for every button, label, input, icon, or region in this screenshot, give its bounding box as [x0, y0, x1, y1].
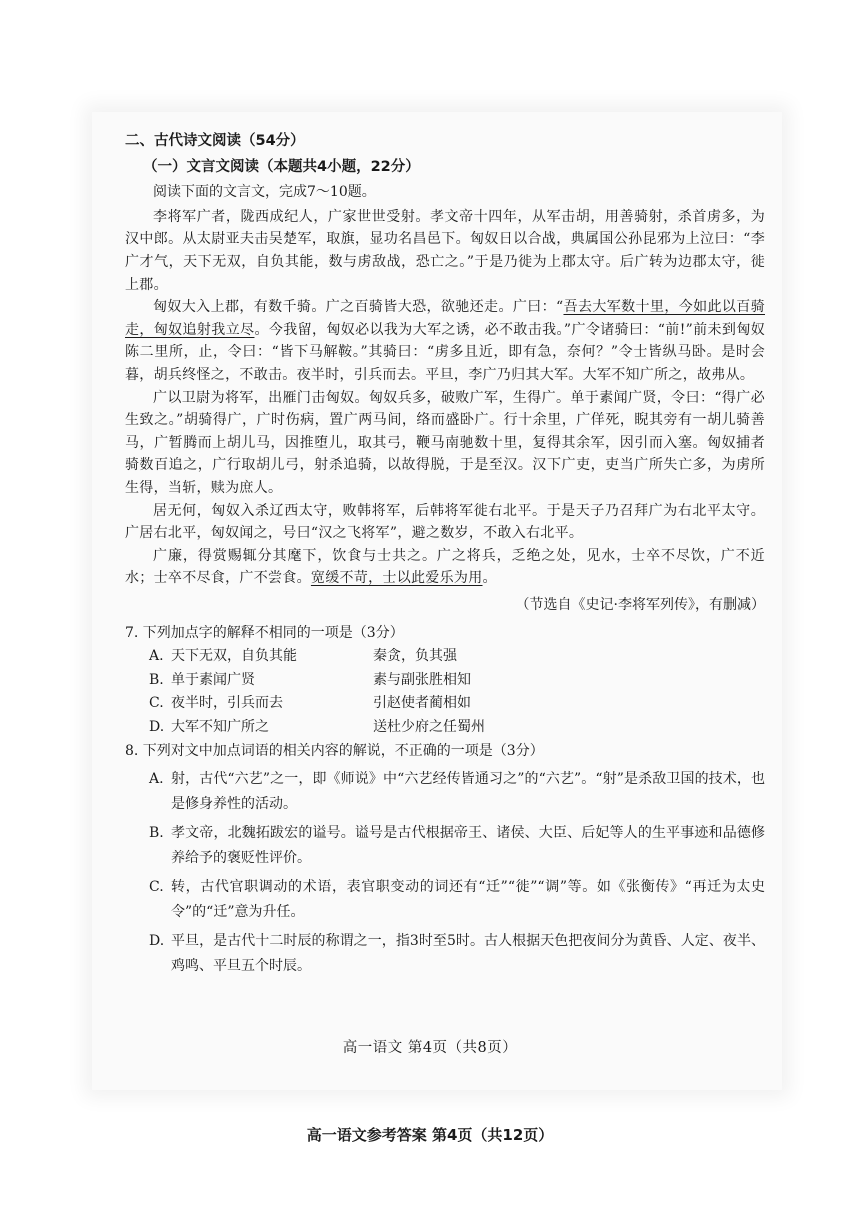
question-8-option-b: [149, 821, 765, 871]
option-text: 平旦，是古代十二时辰的称谓之一，指3时至5时。古人根据天色把夜间分为黄昏、人定、夜半、鸡鸣、平旦五个时辰。: [171, 933, 765, 975]
passage-paragraph-2: [125, 296, 765, 386]
question-8-option-d: [149, 929, 765, 979]
option-right-text: 引赵使者蔺相如: [373, 695, 471, 712]
option-letter: C.: [149, 879, 164, 896]
exam-page: [125, 128, 765, 979]
option-letter: B.: [149, 825, 164, 842]
passage: [125, 206, 765, 617]
option-left-text: 大军不知广所之: [171, 718, 269, 735]
subsection-title: （一）文言文阅读（本题共4小题，22分）: [143, 158, 420, 175]
question-8: [125, 740, 765, 979]
option-letter: A.: [149, 648, 164, 665]
question-7-options: [149, 645, 765, 738]
question-7: [125, 622, 765, 738]
option-letter: A.: [149, 771, 164, 788]
option-left-text: 单于素闻广贤: [171, 671, 255, 688]
passage-paragraph-4: 居无何，匈奴入杀辽西太守，败韩将军，后韩将军徙右北平。于是天子乃召拜广为右北平太守。广居右北平，匈奴闻之，号曰“汉之飞将军”，避之数岁，不敢入右北平。: [125, 502, 765, 542]
underlined-sentence-2: 宽缓不苛，士以此爱乐为用: [310, 570, 483, 587]
option-left-text: 夜半时，引兵而去: [171, 695, 283, 712]
option-letter: B.: [149, 671, 164, 688]
passage-paragraph-1: 李将军广者，陇西成纪人，广家世世受射。孝文帝十四年，从军击胡，用善骑射，杀首虏多，为汉中郎。从太尉亚夫击吴楚军，取旗，显功名昌邑下。匈奴日以合战，典属国公孙昆邪为上泣曰：“李广才气，天下无双，自负其能，数与虏敌战，恐亡之。”于是乃徙为上郡太守。后广转为边郡太守，徙上郡。: [125, 208, 765, 293]
passage-p5-after: 。: [482, 570, 497, 587]
question-8-option-a: [149, 767, 765, 817]
option-letter: D.: [149, 933, 165, 950]
passage-p5-before: 广廉，得赏赐辄分其麾下，饮食与士共之。广之将兵，乏绝之处，见水，士卒不尽饮，广不近水；士卒不尽食，广不尝食。: [125, 547, 765, 587]
option-right-text: 素与副张胜相知: [373, 671, 471, 688]
underlined-sentence-1: 吾去大军数十里，今如此以百骑走，匈奴追射我立尽: [125, 299, 765, 338]
passage-source: （节选自《史记·李将军列传》，有删减）: [515, 596, 765, 613]
option-right-text: 送杜少府之任蜀州: [373, 718, 485, 735]
question-7-stem: 7. 下列加点字的解释不相同的一项是（3分）: [125, 625, 404, 642]
passage-paragraph-5: [125, 545, 765, 590]
question-8-option-c: [149, 875, 765, 925]
option-letter: D.: [149, 718, 165, 735]
option-left-text: 天下无双，自负其能: [171, 648, 297, 665]
passage-paragraph-3: 广以卫尉为将军，出雁门击匈奴。匈奴兵多，破败广军，生得广。单于素闻广贤，令曰：“得广必生致之。”胡骑得广，广时伤病，置广两马间，络而盛卧广。行十余里，广佯死，睨其旁有一胡儿骑善马，广暂腾而上胡儿马，因推堕儿，取其弓，鞭马南驰数十里，复得其余军，因引而入塞。匈奴捕者骑数百追之，广行取胡儿弓，射杀追骑，以故得脱，于是至汉。汉下广吏，吏当广所失亡多，为虏所生得，当斩，赎为庶人。: [125, 389, 765, 496]
option-text: 转，古代官职调动的术语，表官职变动的词还有“迁”“徙”“调”等。如《张衡传》“再迁为太史令”的“迁”意为升任。: [171, 879, 765, 921]
document-footer: 高一语文参考答案 第4页（共12页）: [306, 1126, 554, 1144]
passage-p2-before: 匈奴大入上郡，有数千骑。广之百骑皆大恐，欲驰还走。广曰：“: [153, 299, 564, 316]
page-footer: 高一语文 第4页（共8页）: [342, 1040, 518, 1056]
question-8-stem: 8. 下列对文中加点词语的相关内容的解说，不正确的一项是（3分）: [125, 743, 544, 760]
option-right-text: 秦贪，负其强: [373, 648, 457, 665]
option-text: 射，古代“六艺”之一，即《师说》中“六艺经传皆通习之”的“六艺”。“射”是杀敌卫国的技术，也是修身养性的活动。: [171, 771, 765, 813]
option-letter: C.: [149, 695, 164, 712]
section-title: 二、古代诗文阅读（54分）: [125, 133, 305, 149]
instruction: 阅读下面的文言文，完成7～10题。: [153, 184, 376, 201]
passage-p2-after: 。今我留，匈奴必以我为大军之诱，必不敢击我。”广令诸骑曰：“前!”前未到匈奴陈二里所，止，令曰：“皆下马解鞍。”其骑曰：“虏多且近，即有急，奈何？”令士皆纵马卧。是时会暮，胡兵终怪之，不敢击。夜半时，引兵而去。平旦，李广乃归其大军。大军不知广所之，故弗从。: [125, 321, 766, 383]
option-text: 孝文帝，北魏拓跋宏的谥号。谥号是古代根据帝王、诸侯、大臣、后妃等人的生平事迹和品德修养给予的褒贬性评价。: [171, 825, 765, 867]
